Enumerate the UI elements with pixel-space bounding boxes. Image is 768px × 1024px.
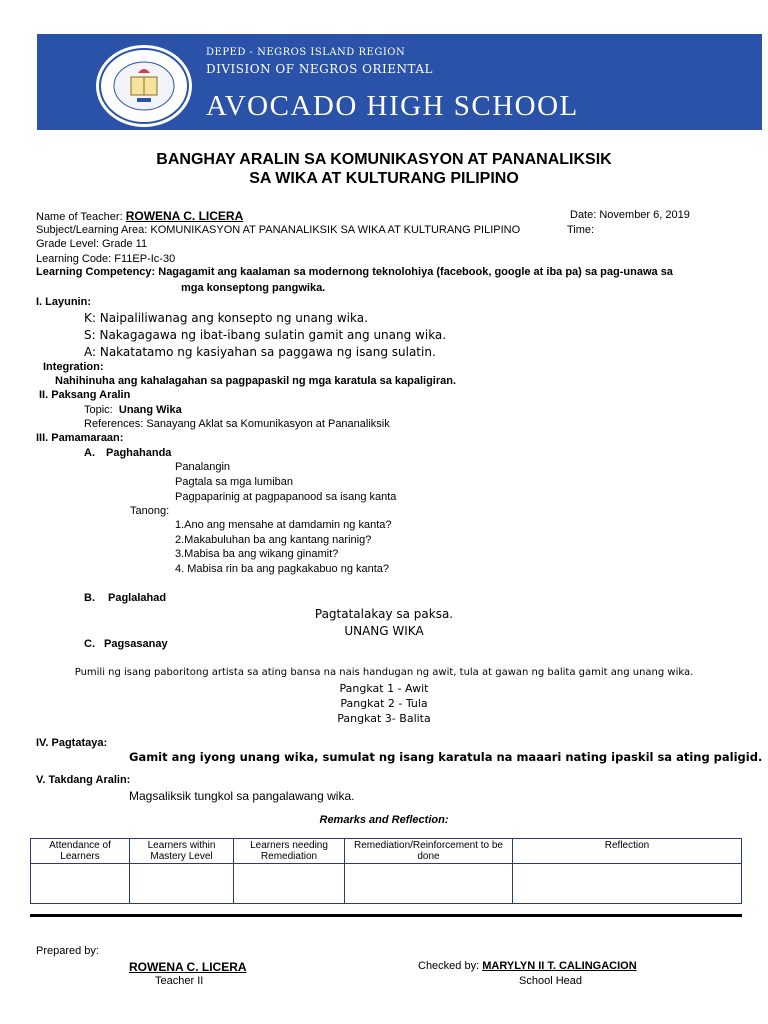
- header-school-name: AVOCADO HIGH SCHOOL: [206, 90, 579, 122]
- column-header: Attendance of Learners: [31, 839, 130, 864]
- teacher-row: [36, 209, 243, 223]
- competency-text: Nagagamit ang kaalaman sa modernong teknolohiya (facebook, google at iba pa) sa pag-unawa sa: [158, 266, 673, 278]
- references: References: Sanayang Aklat sa Komunikasyon at Pananaliksik: [84, 418, 390, 430]
- pagsasanay-text: Pumili ng isang paboritong artista sa ating bansa na nais handugan ng awit, tula at gawan ng balita gamit ang unang wika.: [74, 667, 694, 678]
- column-header: Learners within Mastery Level: [130, 839, 234, 864]
- topic-row: [84, 404, 182, 416]
- pagtataya-text: Gamit ang iyong unang wika, sumulat ng isang karatula na maaari nating ipaskil sa ating paligid.: [129, 750, 763, 764]
- checked-by-title: School Head: [519, 975, 582, 987]
- learning-code: Learning Code: F11EP-Ic-30: [36, 253, 176, 265]
- takdang-text: Magsaliksik tungkol sa pangalawang wika.: [129, 789, 355, 803]
- group-item: Pangkat 3- Balita: [337, 712, 431, 725]
- tanong-label: Tanong:: [130, 505, 170, 517]
- paghahanda-item: Panalangin: [175, 461, 231, 473]
- page-title-line-2: SA WIKA AT KULTURANG PILIPINO: [249, 170, 519, 187]
- prepared-by-name: ROWENA C. LICERA: [129, 960, 247, 974]
- page-title-line-1: BANGHAY ARALIN SA KOMUNIKASYON AT PANANALIKSIK: [156, 151, 612, 168]
- lesson-date: Date: November 6, 2019: [570, 209, 690, 221]
- competency-row: [36, 266, 673, 278]
- table-header-row: [31, 839, 742, 864]
- table-cell: [130, 864, 234, 904]
- column-header: Learners needing Remediation: [234, 839, 345, 864]
- table-row: [31, 864, 742, 904]
- divider-line: [30, 914, 742, 917]
- grade-level: Grade Level: Grade 11: [36, 238, 148, 250]
- layunin-a: A: Nakatatamo ng kasiyahan sa paggawa ng isang sulatin.: [84, 345, 436, 359]
- question-item: 3.Mabisa ba ang wikang ginamit?: [175, 548, 339, 560]
- section-a-label: A.: [84, 447, 95, 459]
- integration-label: Integration:: [43, 361, 104, 373]
- header-division: DIVISION OF NEGROS ORIENTAL: [206, 62, 433, 76]
- integration-text: Nahihinuha ang kahalagahan sa pagpapaskil ng mga karatula sa kapaligiran.: [55, 375, 457, 387]
- group-item: Pangkat 1 - Awit: [339, 682, 429, 695]
- teacher-label: Name of Teacher:: [36, 211, 123, 223]
- prepared-by-label: Prepared by:: [36, 945, 99, 957]
- pamamaraan-heading: III. Pamamaraan:: [36, 432, 124, 444]
- paglalahad-line-1: Pagtatalakay sa paksa.: [314, 607, 454, 621]
- section-a-title: Paghahanda: [106, 447, 172, 459]
- layunin-heading: I. Layunin:: [36, 296, 91, 308]
- checked-by-name: MARYLYN II T. CALINGACION: [482, 960, 637, 972]
- time-label: Time:: [567, 224, 595, 236]
- question-item: 4. Mabisa rin ba ang pagkakabuo ng kanta?: [175, 563, 390, 575]
- topic-value: Unang Wika: [118, 404, 182, 416]
- section-b-label: B.: [84, 592, 95, 604]
- paglalahad-line-2: UNANG WIKA: [344, 624, 424, 638]
- takdang-heading: V. Takdang Aralin:: [36, 774, 131, 786]
- section-c-title: Pagsasanay: [104, 638, 168, 650]
- prepared-by-title: Teacher II: [155, 975, 204, 987]
- checked-by-label: Checked by:: [418, 960, 480, 972]
- remarks-title: Remarks and Reflection:: [319, 814, 449, 826]
- table-cell: [513, 864, 742, 904]
- subject-area: Subject/Learning Area: KOMUNIKASYON AT PANANALIKSIK SA WIKA AT KULTURANG PILIPINO: [36, 224, 521, 236]
- layunin-s: S: Nakagagawa ng ibat-ibang sulatin gamit ang unang wika.: [84, 328, 447, 342]
- group-item: Pangkat 2 - Tula: [340, 697, 428, 710]
- checked-by-row: [418, 960, 637, 972]
- table-cell: [345, 864, 513, 904]
- paghahanda-item: Pagpaparinig at pagpapanood sa isang kanta: [175, 491, 397, 503]
- column-header: Remediation/Reinforcement to be done: [345, 839, 513, 864]
- section-c-label: C.: [84, 638, 95, 650]
- paksa-heading: II. Paksang Aralin: [39, 389, 131, 401]
- section-b-title: Paglalahad: [108, 592, 167, 604]
- question-item: 2.Makabuluhan ba ang kantang narinig?: [175, 534, 372, 546]
- competency-text-cont: mga konseptong pangwika.: [181, 282, 326, 294]
- header-region: DEPED - NEGROS ISLAND REGION: [206, 47, 406, 58]
- table-cell: [234, 864, 345, 904]
- topic-label: Topic:: [84, 404, 113, 416]
- school-seal-logo: [93, 43, 195, 129]
- paghahanda-item: Pagtala sa mga lumiban: [175, 476, 294, 488]
- table-cell: [31, 864, 130, 904]
- column-header: Reflection: [513, 839, 742, 864]
- remarks-table: [30, 838, 742, 904]
- teacher-name: ROWENA C. LICERA: [125, 209, 244, 223]
- layunin-k: K: Naipaliliwanag ang konsepto ng unang wika.: [84, 311, 368, 325]
- pagtataya-heading: IV. Pagtataya:: [36, 737, 108, 749]
- question-item: 1.Ano ang mensahe at damdamin ng kanta?: [175, 519, 392, 531]
- competency-label: Learning Competency:: [36, 266, 156, 278]
